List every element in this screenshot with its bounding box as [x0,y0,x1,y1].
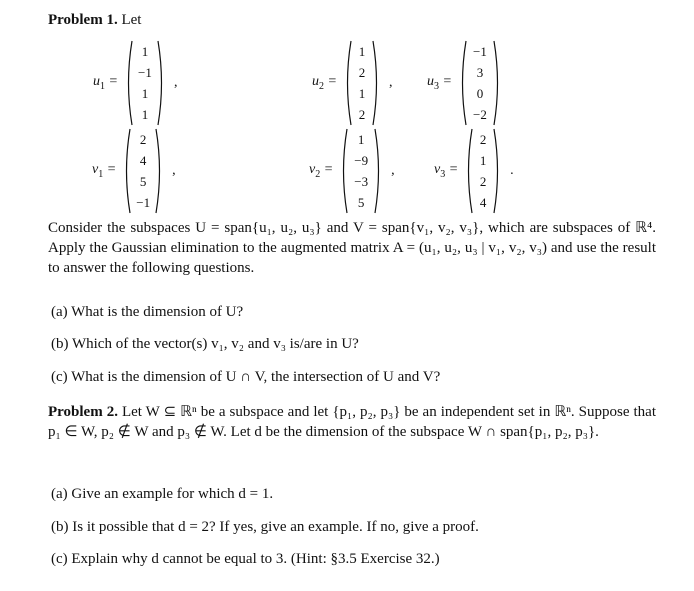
vector-v1-matrix [122,128,164,214]
vector-u2-label: $u_2$ = [312,74,337,92]
vector-v2-punct: , [391,163,395,178]
vector-entry: 1 [141,107,149,122]
vector-u1-matrix [124,40,166,126]
vector-v2 [309,126,395,216]
vector-u1-label: $u_1$ = [93,74,118,92]
vector-v3-matrix [464,128,502,214]
vector-u3 [427,38,510,128]
problem-2-body: Let W ⊆ ℝⁿ be a subspace and let {p₁, p₂, p₃} be an independent set in ℝⁿ. Suppose that p₁ ∈ W, p₂ ∉ W and p₃ ∉ W. Let d be the dimension of the subspace W ∩ span{p₁, p₂, p₃}. [48,404,656,440]
vector-entry: −1 [138,65,152,80]
vector-v3-label: $v_3$ = [434,162,459,180]
vector-entry: 1 [141,86,149,101]
left-paren [124,40,133,126]
left-paren [464,128,473,214]
right-paren [493,128,502,214]
vector-u3-matrix [458,40,502,126]
vector-entry: 1 [358,44,366,59]
vector-entry: −9 [354,153,369,168]
vector-u2-punct: , [388,75,393,90]
vector-entry: 2 [358,65,366,80]
problem-2-block [48,402,656,442]
vector-v2-matrix [339,128,383,214]
right-paren [157,40,166,126]
problem-1-body: Consider the subspaces U = span{u₁, u₂, u₃} and V = span{v₁, v₂, v₃}, which are subspaces of ℝ⁴. Apply the Gaussian elimination to the augmented matrix A = (u₁, u₂, u₃ | v₁, v₂, v₃) and use the result to answer the following questions. [48,220,656,276]
vector-entry: 5 [139,174,147,189]
vector-entry: 0 [476,86,484,101]
vector-u2-matrix [343,40,381,126]
problem-1-question-a: (a) What is the dimension of U? [51,304,244,320]
v-vectors-row [0,126,694,216]
vector-u2 [312,38,392,128]
problem-2-title: Problem 2. [48,404,118,420]
vector-entry: −1 [136,195,151,210]
vector-entry: −2 [473,107,487,122]
vector-entry: 1 [357,132,365,147]
vector-v1-punct: , [172,163,176,178]
problem-2-question-c: (c) Explain why d cannot be equal to 3. (Hint: §3.5 Exercise 32.) [51,551,440,567]
vector-entry: 2 [139,132,147,147]
vector-v1 [92,126,176,216]
u-vectors-row [0,38,694,128]
vector-entry: 1 [141,44,149,59]
vector-u1-punct: , [173,75,178,90]
vector-v3-punct: . [510,163,514,178]
left-paren [343,40,352,126]
right-paren [372,40,381,126]
problem-1-heading [48,12,141,29]
vector-u1 [93,38,177,128]
problem-2-question-b: (b) Is it possible that d = 2? If yes, give an example. If no, give a proof. [51,519,479,535]
vector-v2-label: $v_2$ = [309,162,334,180]
problem-1-title: Problem 1. [48,12,118,28]
problem-1-question-c: (c) What is the dimension of U ∩ V, the intersection of U and V? [51,369,441,385]
left-paren [122,128,131,214]
right-paren [493,40,502,126]
problem-2-question-a: (a) Give an example for which d = 1. [51,486,274,502]
vector-u3-label: $u_3$ = [427,74,452,92]
left-paren [458,40,467,126]
vector-entry: 4 [479,195,487,210]
vector-v1-label: $v_1$ = [92,162,117,180]
vector-entry: 5 [357,195,365,210]
problem-1-question-b: (b) Which of the vector(s) v₁, v₂ and v₃ is/are in U? [51,336,359,352]
vector-entry: 2 [479,174,487,189]
problem-1-lead: Let [121,12,142,28]
vector-entry: −3 [354,174,369,189]
vector-entry: 2 [479,132,487,147]
right-paren [155,128,164,214]
right-paren [374,128,383,214]
vector-entry: 1 [358,86,366,101]
vector-v3 [434,126,514,216]
vector-entry: 3 [476,65,484,80]
vector-entry: 2 [358,107,366,122]
vector-entry: 4 [139,153,147,168]
vector-entry: 1 [479,153,487,168]
vector-entry: −1 [473,44,487,59]
left-paren [339,128,348,214]
